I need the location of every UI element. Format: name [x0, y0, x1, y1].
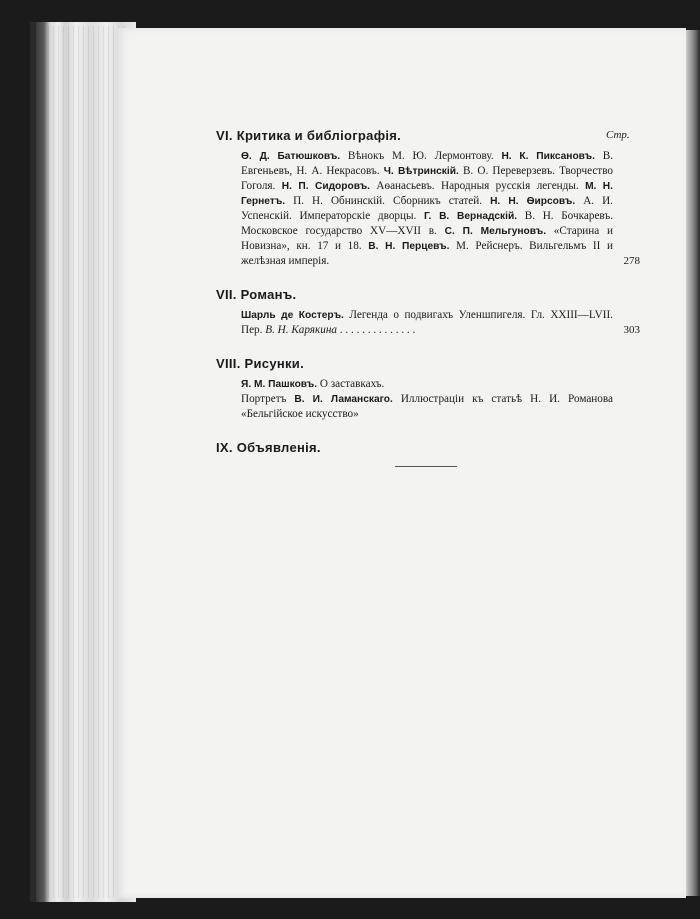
leader-dots: . . . . . . . . . . . . . .	[336, 324, 416, 336]
entry-text: Легенда о подвигахъ Уленшпигеля. Гл. XXIII—LVII. Пер.	[241, 309, 613, 336]
section-entries	[241, 377, 613, 422]
entry-line	[241, 377, 613, 392]
page-edge-lines	[48, 26, 128, 898]
page-column-header: Стр.	[606, 129, 630, 141]
entry-author: В. Н. Перцевъ.	[368, 241, 450, 252]
entry-author: В. И. Ламанскаго.	[294, 394, 393, 405]
section-criticism	[216, 128, 640, 269]
entry-author: Н. К. Пиксановъ.	[501, 151, 595, 162]
entry-prefix: Портретъ	[241, 393, 295, 405]
book-right-edge	[686, 30, 700, 896]
closing-rule	[395, 466, 457, 467]
section-announcements	[216, 440, 636, 455]
entry-author: С. П. Мельгуновъ.	[444, 226, 547, 237]
entry-text: В. О. Переверзевъ. Творчество Гоголя.	[241, 165, 613, 192]
entry-author: Ч. Вѣтринскій.	[383, 166, 459, 177]
page-number: 278	[623, 255, 640, 267]
entry-author: Ө. Д. Батюшковъ.	[241, 151, 341, 162]
entry-text: А. И. Успенскій. Императорскіе дворцы.	[241, 195, 613, 222]
section-illustrations	[216, 356, 636, 422]
entry-line	[241, 392, 613, 422]
entry-text: В. Н. Бочкаревъ. Московское государство XV—XVII в.	[241, 210, 613, 237]
table-of-contents	[216, 128, 640, 473]
entry-author: Н. П. Сидоровъ.	[281, 181, 370, 192]
section-title: VII. Романъ.	[216, 287, 297, 302]
entry-author: Н. Н. Ѳирсовъ.	[490, 196, 576, 207]
entry-text: О заставкахъ.	[317, 378, 385, 390]
entry-text: М. Рейснеръ. Вильгельмъ II и желѣзная имперія.	[241, 240, 613, 267]
section-title: VIII. Рисунки.	[216, 356, 305, 371]
section-entries	[241, 149, 640, 269]
section-novel	[216, 287, 640, 338]
entry-text: В. Евгеньевъ, Н. А. Некрасовъ.	[241, 150, 613, 177]
page-number: 303	[623, 324, 640, 336]
entry-text: П. Н. Обнинскій. Сборникъ статей.	[285, 195, 491, 207]
section-title: IX. Объявленія.	[216, 440, 321, 455]
entry-text: Вѣнокъ М. Ю. Лермонтову.	[340, 150, 502, 162]
entry-author: Шарль де Костеръ.	[241, 310, 344, 321]
entry-translator: В. Н. Карякина	[265, 324, 337, 336]
entry-author: М. Н. Гернетъ.	[241, 181, 613, 207]
section-title: VI. Критика и библіографія.	[216, 128, 402, 143]
entry-text: Иллюстраціи къ статьѣ Н. И. Романова «Бельгійское искусство»	[241, 393, 613, 420]
entry-author: Я. М. Пашковъ.	[241, 379, 318, 390]
entry-text: «Старина и Новизна», кн. 17 и 18.	[241, 225, 613, 252]
section-entries	[241, 308, 640, 338]
entry-author: Г. В. Вернадскій.	[424, 211, 518, 222]
entry-text: Аѳанасьевъ. Народныя русскія легенды.	[370, 180, 586, 192]
